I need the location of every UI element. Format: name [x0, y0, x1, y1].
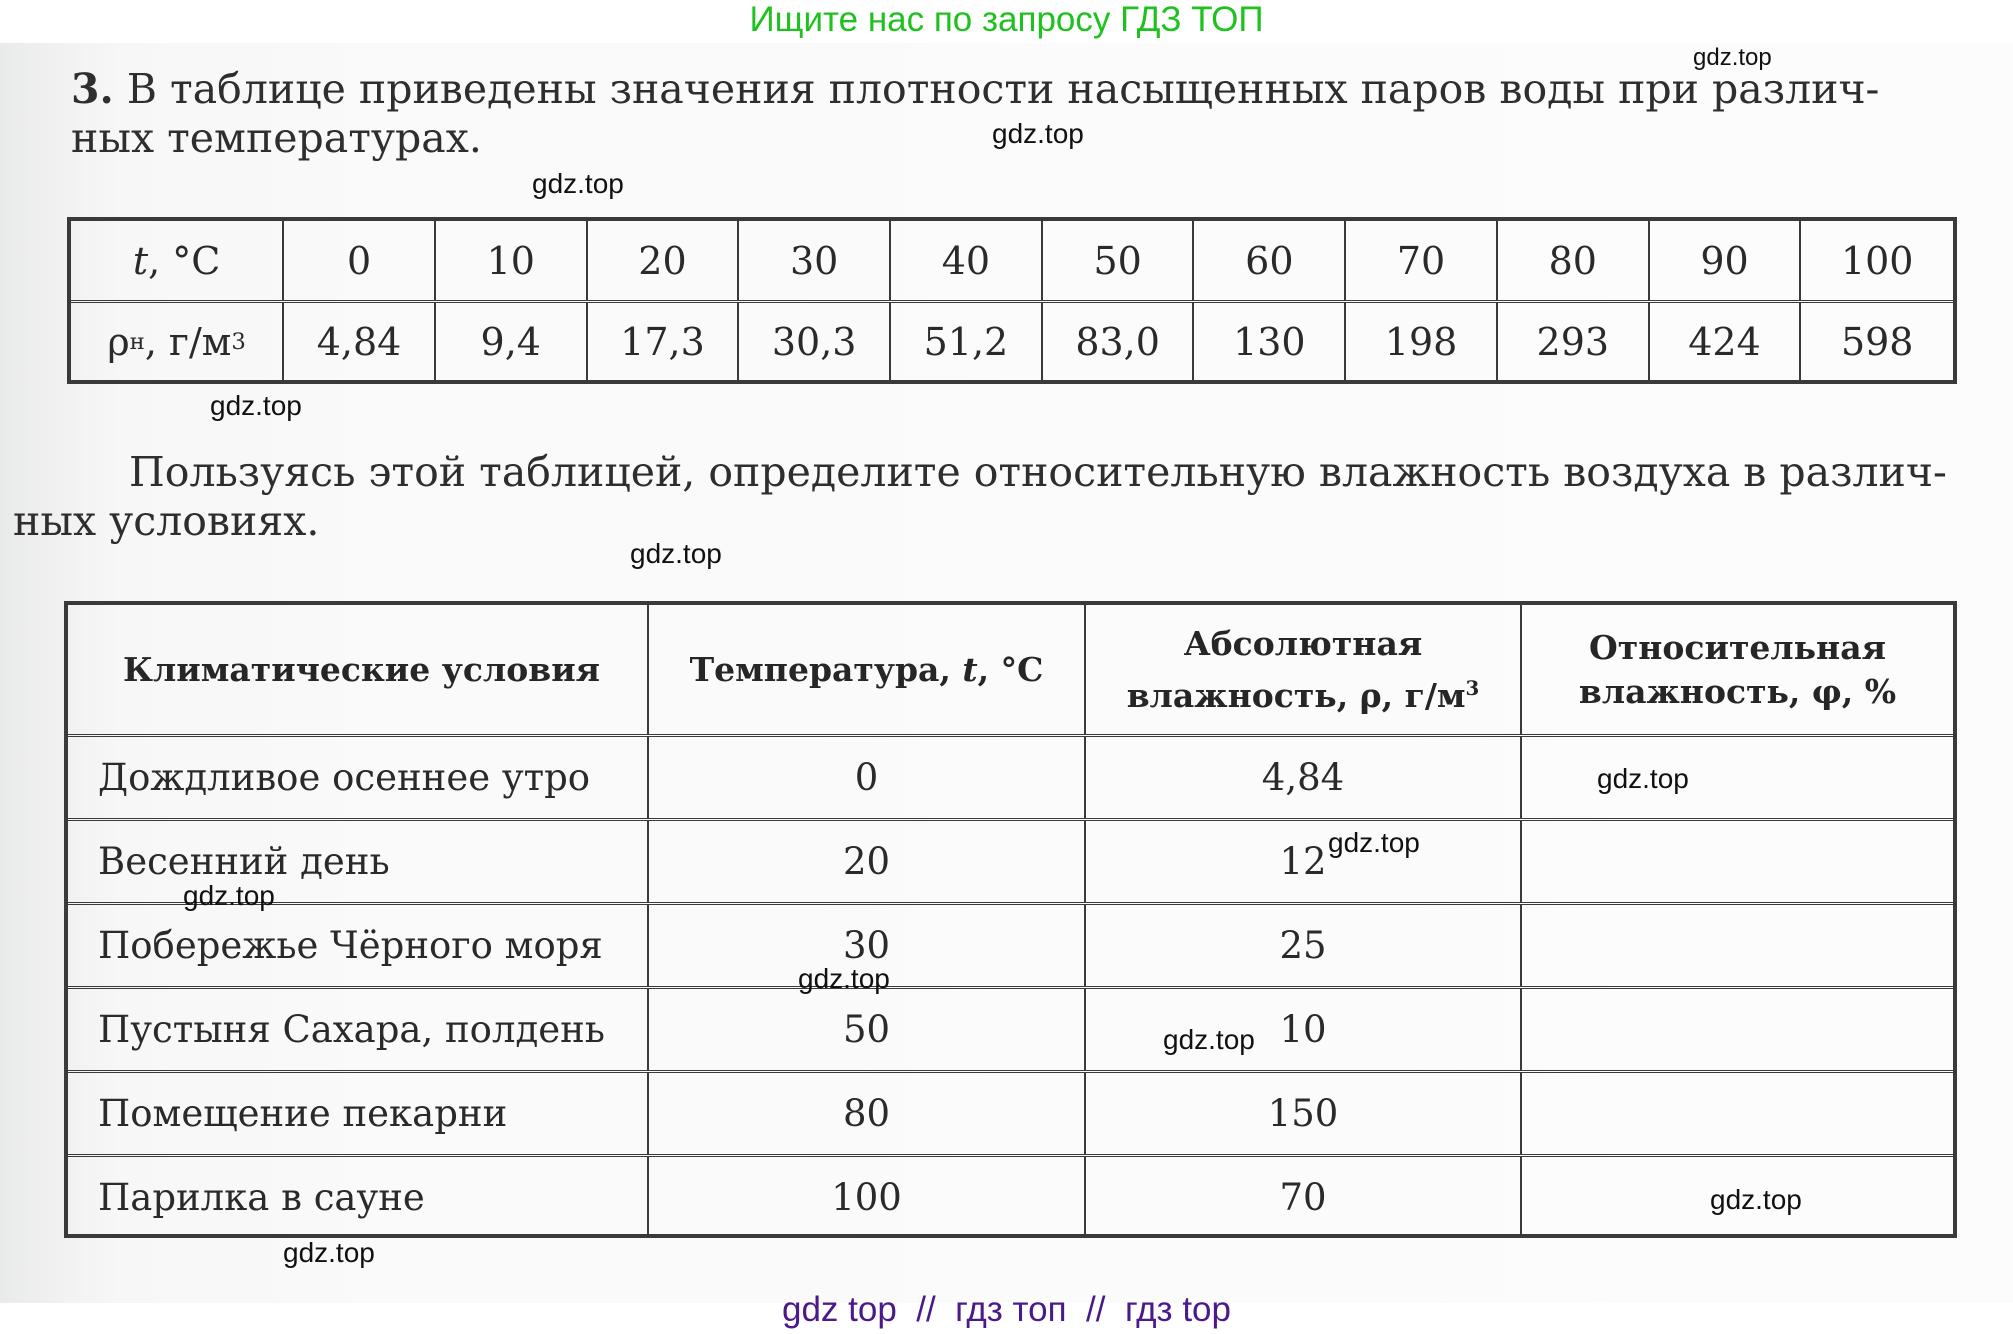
table-row — [68, 905, 1953, 989]
temperature-cell: 70 — [1346, 221, 1498, 300]
temperature-cell: 20 — [649, 821, 1086, 902]
temperature-cell: 20 — [588, 221, 740, 300]
watermark: gdz.top — [183, 880, 275, 911]
density-cell: 598 — [1840, 319, 1914, 364]
header-relative-line1: Относительная — [1589, 627, 1886, 667]
temperature-row — [71, 221, 1953, 303]
search-banner: Ищите нас по запросу ГДЗ ТОП — [749, 0, 1264, 39]
absolute-humidity-cell: 70 — [1086, 1157, 1522, 1238]
temperature-cell: 50 — [649, 989, 1086, 1070]
temperature-row-header — [71, 221, 284, 300]
header-relative-line2: влажность, φ, % — [1578, 671, 1897, 711]
header-absolute-line1: Абсолютная — [1183, 623, 1423, 663]
t-symbol: t — [132, 238, 149, 283]
conditions-table-header — [68, 605, 1953, 737]
watermark: gdz.top — [1328, 827, 1420, 858]
saturation-density-table — [67, 217, 1957, 384]
temperature-cell: 90 — [1650, 221, 1802, 300]
density-cell: 17,3 — [588, 303, 740, 380]
header-absolute-humidity — [1086, 605, 1522, 734]
watermark: gdz.top — [798, 963, 890, 994]
task-intro-line2: ных температурах. — [71, 114, 482, 162]
density-cell: 30,3 — [739, 303, 891, 380]
header-climate: Климатические условия — [68, 605, 649, 734]
density-cell: 83,0 — [1043, 303, 1195, 380]
density-row-header — [71, 303, 284, 380]
relative-humidity-cell[interactable] — [1522, 821, 1953, 902]
absolute-humidity-cell: 4,84 — [1086, 737, 1522, 818]
condition-cell: Дождливое осеннее утро — [68, 737, 649, 818]
condition-cell: Побережье Чёрного моря — [68, 905, 649, 986]
rho-symbol: ρ — [107, 319, 130, 364]
task-intro-line1: В таблице приведены значения плотности насыщенных паров воды при различ- — [126, 65, 1880, 113]
t-unit: , °C — [148, 238, 221, 283]
watermark: gdz.top — [630, 538, 722, 569]
density-cell: 51,2 — [891, 303, 1043, 380]
relative-humidity-cell[interactable] — [1522, 905, 1953, 986]
density-cell: 293 — [1498, 303, 1650, 380]
table-row — [68, 1157, 1953, 1238]
temperature-cell: 30 — [739, 221, 891, 300]
header-absolute-line2: влажность, ρ, г/м — [1126, 675, 1466, 715]
temperature-cell: 40 — [891, 221, 1043, 300]
watermark: gdz.top — [1710, 1184, 1802, 1215]
temperature-cell: 0 — [284, 221, 436, 300]
header-temperature — [649, 605, 1086, 734]
density-cell: 130 — [1194, 303, 1346, 380]
header-relative-humidity — [1522, 605, 1953, 734]
temperature-cell: 80 — [1498, 221, 1650, 300]
temperature-cell: 30 — [649, 905, 1086, 986]
density-cell: 4,84 — [284, 303, 436, 380]
watermark: gdz.top — [532, 168, 624, 199]
absolute-humidity-cell: 12 — [1086, 821, 1522, 902]
absolute-humidity-cell: 150 — [1086, 1073, 1522, 1154]
footer-links: gdz top // гдз топ // гдз top — [782, 1290, 1231, 1329]
absolute-humidity-cell: 25 — [1086, 905, 1522, 986]
task-instruction-line1: Пользуясь этой таблицей, определите относительную влажность воздуха в различ- — [129, 448, 1947, 496]
temperature-cell: 80 — [649, 1073, 1086, 1154]
condition-cell: Парилка в сауне — [68, 1157, 649, 1238]
relative-humidity-cell[interactable] — [1522, 1073, 1953, 1154]
watermark: gdz.top — [1597, 763, 1689, 794]
temperature-cell: 60 — [1194, 221, 1346, 300]
header-temperature-unit: , °C — [977, 649, 1044, 689]
condition-cell: Помещение пекарни — [68, 1073, 649, 1154]
condition-cell: Пустыня Сахара, полдень — [68, 989, 649, 1070]
relative-humidity-cell[interactable] — [1522, 989, 1953, 1070]
density-cell: 9,4 — [436, 303, 588, 380]
rho-unit: , г/м — [144, 319, 232, 364]
rho-superscript: 3 — [231, 328, 246, 355]
task-instruction — [13, 448, 1961, 546]
watermark: gdz.top — [1693, 44, 1772, 71]
density-cell: 198 — [1346, 303, 1498, 380]
watermark: gdz.top — [210, 390, 302, 421]
temperature-cell: 50 — [1043, 221, 1195, 300]
temperature-cell: 10 — [436, 221, 588, 300]
temperature-cell: 0 — [649, 737, 1086, 818]
task-instruction-line2: ных условиях. — [13, 497, 320, 545]
table-row — [68, 989, 1953, 1073]
watermark: gdz.top — [992, 118, 1084, 149]
watermark: gdz.top — [1163, 1024, 1255, 1055]
absolute-humidity-cell: 10 — [1086, 989, 1522, 1070]
density-row — [71, 303, 1953, 380]
table-row — [68, 1073, 1953, 1157]
header-temperature-prefix: Температура, — [689, 649, 951, 689]
header-absolute-sup: 3 — [1465, 675, 1480, 700]
task-number: 3. — [71, 65, 114, 113]
condition-cell: Весенний день — [68, 821, 649, 902]
temperature-cell: 100 — [649, 1157, 1086, 1238]
temperature-cell: 100 — [1840, 238, 1914, 283]
watermark: gdz.top — [283, 1237, 375, 1268]
rho-subscript: н — [129, 328, 145, 355]
relative-humidity-cell[interactable] — [1522, 737, 1953, 818]
density-cell: 424 — [1650, 303, 1802, 380]
table-row — [68, 821, 1953, 905]
conditions-table — [64, 601, 1957, 1238]
header-temperature-symbol: t — [962, 649, 978, 689]
